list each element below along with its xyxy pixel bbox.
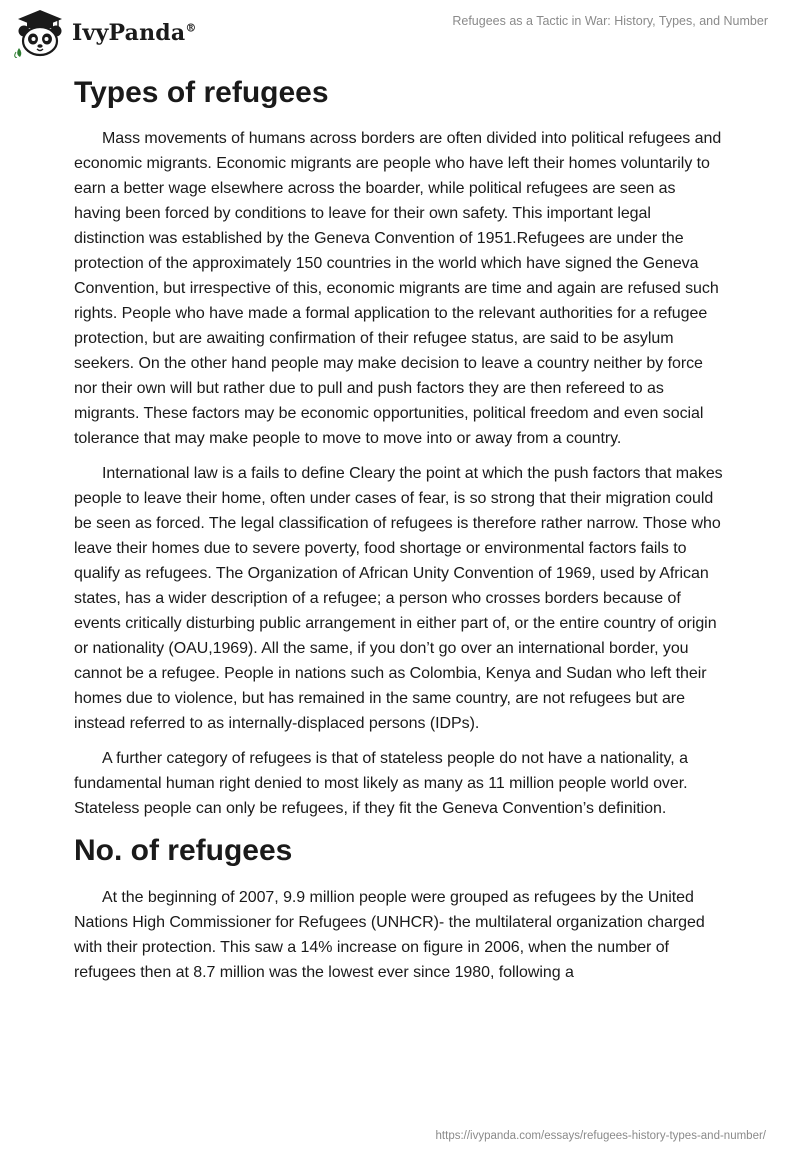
source-url[interactable]: https://ivypanda.com/essays/refugees-history-types-and-number/	[435, 1130, 766, 1142]
section-heading-types: Types of refugees	[74, 76, 329, 109]
brand-name: IvyPanda®	[72, 20, 197, 46]
paragraph: International law is a fails to define Cleary the point at which the push factors that makes people to leave their home, often under cases of fear, is so strong that their migration could be seen as forced. The legal classification of refugees is therefore rather narrow. Those who leave their homes due to severe poverty, food shortage or environmental factors fails to qualify as refugees. The Organization of African Unity Convention of 1969, used by African states, has a wider description of a refugee; a person who crosses borders because of events critically disturbing public arrangement in either part of, or the entire country of origin or nationality (OAU,1969). All the same, if you don’t go over an international border, you cannot be a refugee. People in nations such as Colombia, Kenya and Sudan who left their homes due to violence, but has remained in the same country, are not refugees but are instead referred to as internally-displaced persons (IDPs).	[74, 465, 723, 732]
paragraph: A further category of refugees is that of stateless people do not have a nationality, a fundamental human right denied to most likely as many as 11 million people world over. Stateless people can only be refugees, if they fit the Geneva Convention’s definition.	[74, 750, 688, 817]
article-body	[74, 70, 724, 995]
paragraph: At the beginning of 2007, 9.9 million people were grouped as refugees by the United Nations High Commissioner for Refugees (UNHCR)- the multilateral organization charged with their protection. This saw a 14% increase on figure in 2006, when the number of refugees then at 8.7 million was the lowest ever since 1980, following a	[74, 889, 705, 981]
section-heading-number: No. of refugees	[74, 834, 293, 867]
paragraph: Mass movements of humans across borders are often divided into political refugees and economic migrants. Economic migrants are people who have left their homes voluntarily to earn a better wage elsewhere across the boarder, while political refugees are seen as having been forced by conditions to leave for their own safety. This important legal distinction was established by the Geneva Convention of 1951.Refugees are under the protection of the approximately 150 countries in the world which have signed the Geneva Convention, but irrespective of this, economic migrants are time and again are refused such rights. People who have made a formal application to the relevant authorities for a refugee protection, but are awaiting confirmation of their refugee status, are said to be asylum seekers. On the other hand people may make decision to leave a country neither by force nor their own will but rather due to pull and push factors they are then refereed to as migrants. These factors may be economic opportunities, political freedom and even social tolerance that may make people to move to move into or away from a country.	[74, 130, 722, 447]
document-title: Refugees as a Tactic in War: History, Types, and Number	[452, 14, 768, 28]
page-header	[0, 0, 800, 66]
ivypanda-logo[interactable]	[14, 8, 197, 58]
panda-graduate-logo-icon	[14, 8, 66, 58]
